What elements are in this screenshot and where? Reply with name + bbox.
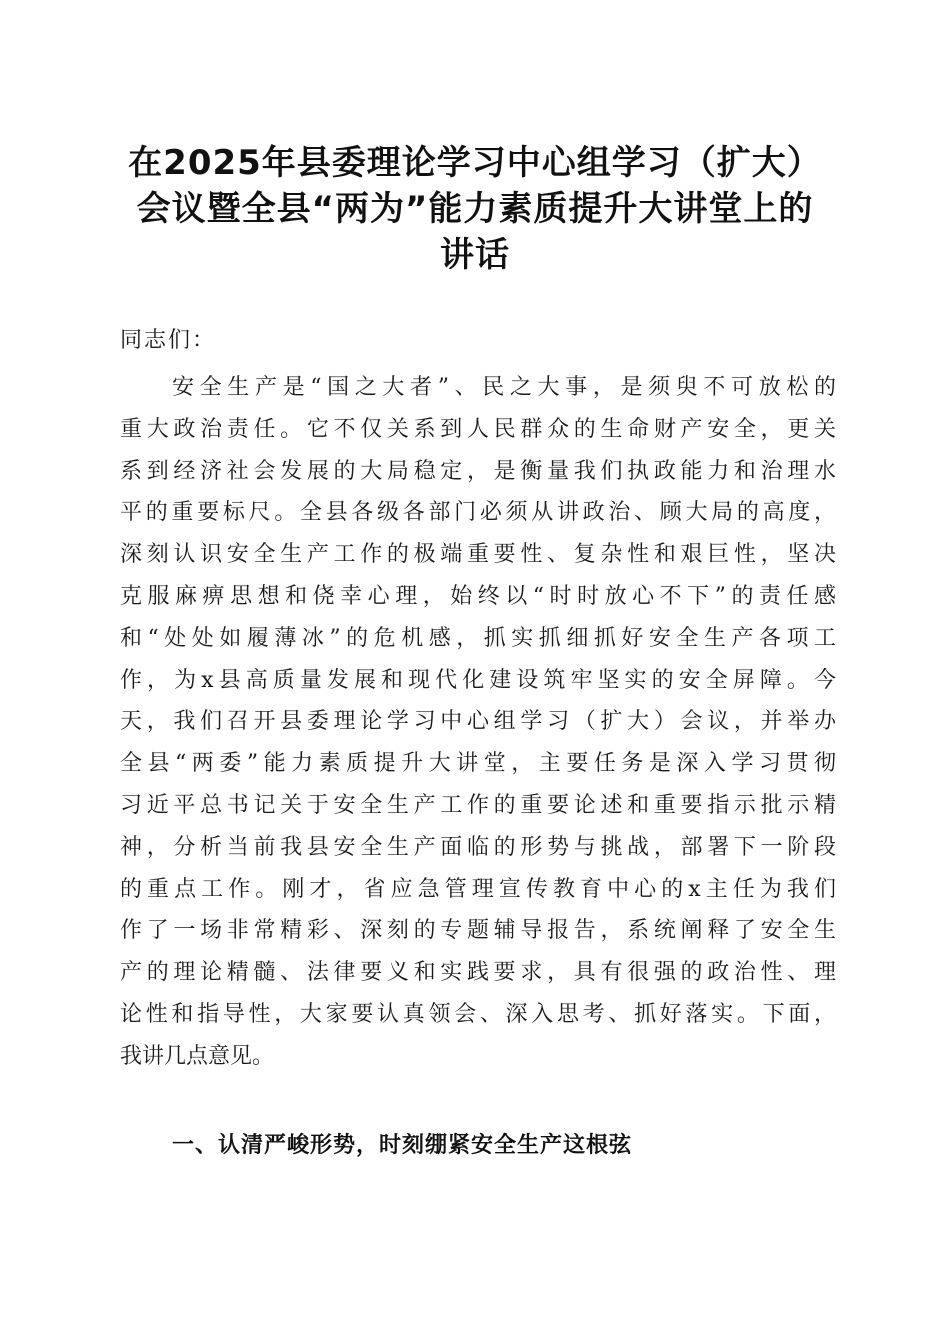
body-line: 我讲几点意见。 (120, 1043, 275, 1069)
body-line: 天，我们召开县委理论学习中心组学习（扩大）会议，并举办 (120, 709, 836, 735)
body-line: 全县“两委”能力素质提升大讲堂，主要任务是深入学习贯彻 (120, 751, 836, 777)
body-line: 重大政治责任。它不仅关系到人民群众的生命财产安全，更关 (120, 416, 836, 442)
body-line: 安全生产是“国之大者”、民之大事，是须臾不可放松的 (172, 375, 836, 400)
body-line: 系到经济社会发展的大局稳定，是衡量我们执政能力和治理水 (120, 458, 836, 484)
title-line-3: 讲话 (440, 235, 510, 275)
body-line: 产的理论精髓、法律要义和实践要求，具有很强的政治性、理 (120, 960, 836, 986)
section-heading: 一、认清严峻形势，时刻绷紧安全生产这根弦 (172, 1133, 633, 1158)
title-line-1: 在2025年县委理论学习中心组学习（扩大） (128, 143, 822, 183)
body-line: 平的重要标尺。全县各级各部门必须从讲政治、顾大局的高度， (120, 500, 836, 526)
body-line: 神，分析当前我县安全生产面临的形势与挑战，部署下一阶段 (120, 834, 836, 860)
title-line-2: 会议暨全县“两为”能力素质提升大讲堂上的 (136, 189, 814, 229)
body-paragraph (120, 367, 836, 1078)
document-title (110, 140, 840, 278)
body-line: 的重点工作。刚才，省应急管理宣传教育中心的x主任为我们 (120, 876, 836, 902)
body-line: 和“处处如履薄冰”的危机感，抓实抓细抓好安全生产各项工 (120, 625, 836, 651)
body-line: 克服麻痹思想和侥幸心理，始终以“时时放心不下”的责任感 (120, 583, 836, 609)
body-line: 作了一场非常精彩、深刻的专题辅导报告，系统阐释了安全生 (120, 918, 836, 944)
body-line: 深刻认识安全生产工作的极端重要性、复杂性和艰巨性，坚决 (120, 542, 836, 568)
body-line: 论性和指导性，大家要认真领会、深入思考、抓好落实。下面， (120, 1001, 836, 1027)
salutation: 同志们： (120, 328, 217, 353)
body-line: 作，为x县高质量发展和现代化建设筑牢坚实的安全屏障。今 (120, 667, 836, 693)
body-line: 习近平总书记关于安全生产工作的重要论述和重要指示批示精 (120, 792, 836, 818)
